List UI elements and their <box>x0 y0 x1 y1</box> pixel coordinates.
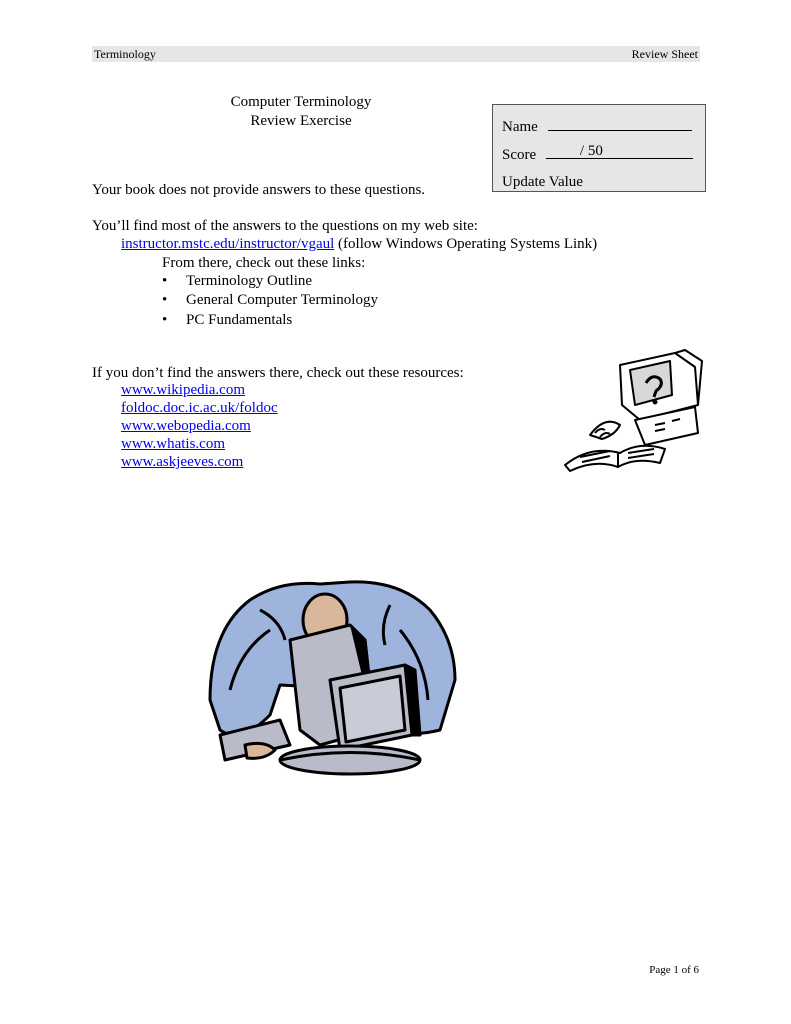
resource-link-wikipedia <box>121 381 245 399</box>
person-behind-computer-clipart-icon <box>200 570 460 785</box>
from-there-text: From there, check out these links: <box>162 255 366 271</box>
name-label: Name <box>502 119 538 135</box>
page-footer: Page 1 of 6 <box>649 964 699 976</box>
bullet-icon: • <box>162 273 168 289</box>
resources-intro-text: If you don’t find the answers there, check out these resources: <box>92 365 464 381</box>
resource-link[interactable]: www.webopedia.com <box>121 418 251 434</box>
bullet-item <box>162 272 378 291</box>
resource-link[interactable]: www.askjeeves.com <box>121 454 244 470</box>
name-row <box>502 116 692 136</box>
title-line-2: Review Exercise <box>250 112 352 129</box>
resource-link-whatis <box>121 435 225 453</box>
bullet-item <box>162 291 378 310</box>
intro-text: Your book does not provide answers to these questions. <box>92 182 426 198</box>
update-row <box>502 172 583 192</box>
header-left-text: Terminology <box>94 47 156 61</box>
name-line <box>548 116 692 131</box>
bullet-icon: • <box>162 292 168 309</box>
bullet-text: General Computer Terminology <box>186 292 378 309</box>
site-line <box>121 235 597 253</box>
bullet-text: Terminology Outline <box>186 273 313 289</box>
links-bullet-list <box>162 272 378 330</box>
resource-link[interactable]: foldoc.doc.ic.ac.uk/foldoc <box>121 400 278 416</box>
document-title <box>188 93 414 130</box>
resource-link-webopedia <box>121 417 251 435</box>
bullet-item <box>162 311 378 330</box>
resource-link[interactable]: www.whatis.com <box>121 436 226 452</box>
title-line-1: Computer Terminology <box>230 94 372 110</box>
bullet-text: PC Fundamentals <box>186 311 293 328</box>
score-label: Score <box>502 147 537 163</box>
student-info-box <box>492 104 706 192</box>
resource-link-askjeeves <box>121 453 243 471</box>
resource-link[interactable]: www.wikipedia.com <box>121 382 245 398</box>
bullet-icon: • <box>162 311 168 328</box>
score-value: / 50 <box>579 143 603 159</box>
update-label: Update Value <box>502 174 583 190</box>
header-right-text: Review Sheet <box>631 47 698 61</box>
site-link[interactable]: instructor.mstc.edu/instructor/vgaul <box>121 236 335 252</box>
score-line <box>546 144 693 159</box>
page-header <box>92 46 700 62</box>
site-note: (follow Windows Operating Systems Link) <box>338 236 598 252</box>
web-intro-text: You’ll find most of the answers to the questions on my web site: <box>92 218 478 234</box>
score-row <box>502 144 693 164</box>
computer-question-book-clipart-icon <box>560 345 710 475</box>
resource-link-foldoc <box>121 399 278 417</box>
